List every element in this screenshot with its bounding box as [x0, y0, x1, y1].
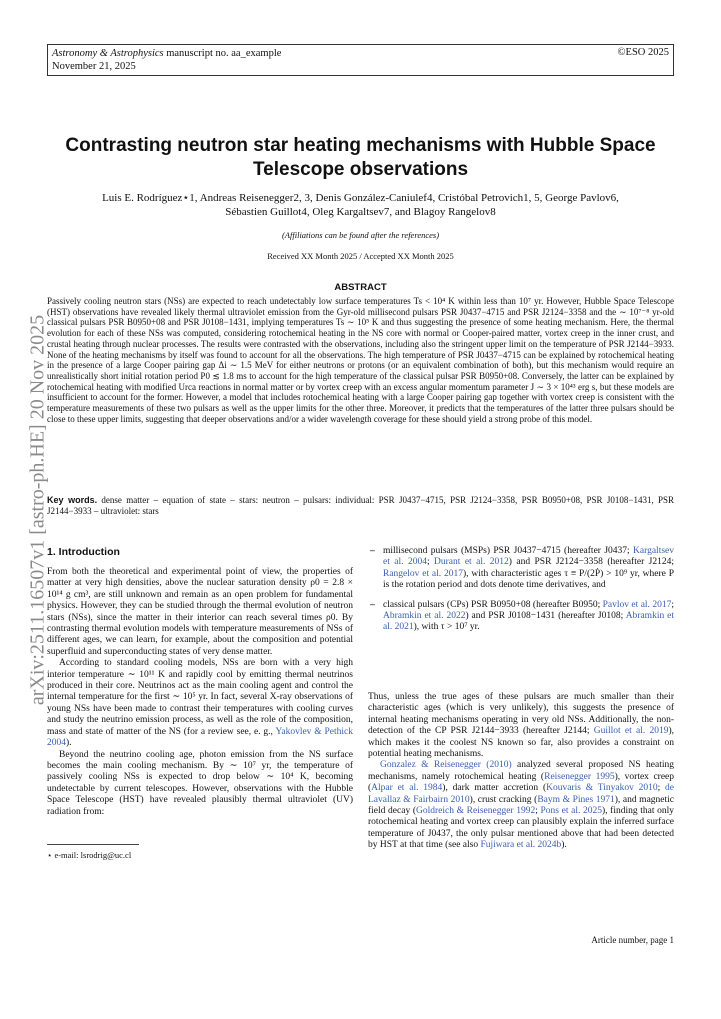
paragraph-text: ). [561, 840, 567, 851]
paragraph-text: ; [657, 783, 666, 794]
list-dash: – [370, 599, 375, 610]
citation-link[interactable]: Gonzalez & Reisenegger [380, 760, 481, 771]
list-text: ), with τ > 10⁷ yr. [413, 622, 480, 633]
paragraph-text: ), vortex creep ( [368, 771, 675, 794]
header-left [52, 47, 281, 73]
paragraph-text: According to standard cooling models, NSs are born with a very high interior temperature ∼ 10¹¹ K and rapidly cool by emitting thermal neutrinos produced in their core. Neutrinos act as the main cooling agent and control the internal temperature for the first ∼ 10⁵ yr. In fact, several X-ray observations of young NSs have been made to contrast their temperatures with cooling curves and study the neutrino emission process, as well as the role of the composition, mass and state of matter of the NS (for a review see, e. g., [47, 658, 353, 737]
header-date: November 21, 2025 [52, 61, 136, 72]
paragraph [368, 692, 674, 760]
citation-link[interactable]: Guillot et al. 2019 [593, 726, 669, 737]
paragraph: Beyond the neutrino cooling age, photon emission from the NS surface becomes the main cooling mechanism. By ∼ 10⁷ yr, the temperature of passively cooling NSs is expected to drop below ∼ 10⁴ K, becoming undetectable by current telescopes. However, observations with the Hubble Space Telescope (HST) have revealed plausibly thermal ultraviolet (UV) radiation from: [47, 749, 353, 817]
citation-link[interactable]: Abramkin et al. 2021 [383, 611, 675, 633]
copyright: ©ESO 2025 [617, 47, 669, 58]
authors-line-1: Luis E. Rodríguez⋆1, Andreas Reisenegger2, 3, Denis González-Caniulef4, Cristóbal Petrovich1, 5, George Pavlov6, [102, 192, 619, 204]
title-line-1: Contrasting neutron star heating mechanisms with Hubble Space [65, 135, 656, 156]
affiliations-note: (Affiliations can be found after the references) [281, 230, 440, 240]
citation-link[interactable]: Durant et al. 2012 [434, 557, 509, 568]
paragraph-text: ; [535, 806, 541, 817]
paragraph-text: ), finding that only rotochemical heating and vortex creep can plausibly explain the inferred surface temperature of J0437, the only pulsar mentioned above that had been detected by HST at that time (see also [368, 806, 674, 851]
paragraph: From both the theoretical and experimental point of view, the properties of matter at very high densities, above the nuclear saturation density ρ0 = 2.8 × 10¹⁴ g cm³, are still unknown and remain as an open problem for fundamental physics. However, they can be studied through the thermal evolution of neutron stars (NSs), since the matter in their interior can reach several times ρ0. By contrasting thermal evolution models with temperature measurements of NSs of different ages, we can learn, for example, about the composition and potential superfluid and superconducting states of very dense matter. [47, 567, 353, 657]
manuscript-id: manuscript no. aa_example [166, 48, 282, 59]
paragraph [368, 760, 674, 851]
citation-link[interactable]: Reisenegger 1995 [544, 771, 615, 782]
arxiv-id: arXiv:2511.16507v1 [astro-ph.HE] 20 Nov 2025 [26, 314, 49, 706]
list-text: millisecond pulsars (MSPs) PSR J0437−4715 (hereafter J0437; [383, 546, 634, 556]
title-line-2: Telescope observations [252, 159, 469, 180]
abstract-heading: ABSTRACT [334, 282, 387, 293]
citation-link[interactable]: Baym & Pines 1971 [537, 794, 615, 805]
abstract-text: Passively cooling neutron stars (NSs) are expected to reach undetectably low surface temperatures Ts < 10⁴ K within less than 10⁷ yr. However, Hubble Space Telescope (HST) observations have revealed likely thermal ultraviolet emission from the Gyr-old millisecond pulsars PSR J0437−4715 and PSR J2124−3358 and the ∼ 10⁷⁻⁸ yr-old classical pulsars PSR B0950+08 and PSR J0108−1431, implying temperatures Ts ∼ 10⁵ K and thus suggesting the presence of some heating mechanism. Here, the thermal evolution for each of these NSs was computed, considering rotochemical heating in the NS core with normal or Cooper-paired matter, vortex creep in the inner crust, and crustal heating through nuclear processes. The results were contrasted with the observations, including also the stringent upper limit on the temperature of PSR J2144−3933. None of the heating mechanisms by itself was found to account for all the observations. The high temperature of PSR J0437−4715 can be explained by rotochemical heating in the presence of a large Cooper pairing gap Δi ∼ 1.5 MeV for either neutrons or protons (or an equivalent combination of both), but this mechanism would require an unrealistically short initial rotation period P0 ≲ 1.8 ms to account for the high temperature of the classical pulsar PSR B0950+08. Conversely, the latter can be explained by rotochemical heating with modified Urca reactions in normal matter or by vortex creep with an excess angular momentum parameter J ∼ 3 × 10⁴³ erg s, but these models are insufficient to account for the former. However, a model that includes rotochemical heating with a large Cooper pairing gap together with vortex creep is consistent with the temperature measurements of these two pulsars as well as the upper limits for the other three. Moreover, it predicts that the temperatures of the latter three pulsars should be close to these upper limits, suggesting that deeper observations and/or a wider wavelength coverage for these should yield a strong probe of this model. [47, 296, 674, 424]
list-dash: – [370, 546, 375, 556]
footnote-rule [47, 844, 139, 845]
author-list [47, 191, 674, 219]
pulsar-list [370, 546, 674, 642]
citation-link[interactable]: (2010) [486, 760, 512, 771]
citation-link[interactable]: Kargaltsev et al. 2004 [383, 546, 674, 568]
list-item [370, 600, 674, 634]
left-column [47, 567, 353, 818]
authors-line-2: Sébastien Guillot4, Oleg Kargaltsev7, and Blagoy Rangelov8 [225, 206, 496, 218]
right-column [368, 692, 674, 852]
citation-link[interactable]: Alpar et al. 1984 [371, 783, 443, 794]
citation-link[interactable]: Pavlov et al. 2017 [602, 599, 672, 610]
section-title: 1. Introduction [47, 546, 120, 558]
citation-link[interactable]: de Lavallaz & Fairbairn 2010 [368, 783, 675, 805]
citation-link[interactable]: Abramkin et al. 2022 [383, 611, 466, 622]
paragraph-text: Thus, unless the true ages of these pulsars are much smaller than their characteristic ages (which is very unlikely), this suggests the presence of internal heating mechanisms operating in very old NSs. Additionally, the non-detection of the CP PSR J2144−3933 (hereafter J2144; [368, 692, 674, 737]
paper-title [47, 134, 674, 182]
keywords [47, 495, 674, 516]
list-text: ), with characteristic ages τ ≡ P/(2Ṗ) > 10⁹ yr, where P is the rotation period and dots denote time derivatives, and [383, 568, 674, 591]
list-text: ) and PSR J2124−3358 (hereafter J2124; [508, 557, 675, 568]
paragraph-text: analyzed several proposed NS heating mechanisms, namely rotochemical heating ( [368, 760, 675, 782]
citation-link[interactable]: Pons et al. 2025 [540, 806, 602, 817]
list-text: ) and PSR J0108−1431 (hereafter J0108; [465, 611, 626, 622]
page-number: Article number, page 1 [591, 935, 674, 945]
paragraph-text: ). [66, 738, 72, 749]
list-text: ; [426, 557, 435, 568]
paragraph-text: ), crust cracking ( [469, 794, 538, 805]
manuscript-header [47, 44, 674, 76]
citation-link[interactable]: Yakovlev & Pethick 2004 [47, 726, 354, 749]
citation-link[interactable]: Rangelov et al. 2017 [383, 568, 463, 579]
paragraph-text: ), dark matter accretion ( [442, 783, 547, 794]
journal-name: Astronomy & Astrophysics [52, 48, 164, 59]
citation-link[interactable]: Fujiwara et al. 2024b [480, 840, 562, 851]
keywords-label: Key words. [47, 495, 98, 505]
citation-link[interactable]: Goldreich & Reisenegger 1992 [416, 806, 536, 817]
paragraph-text: ), and magnetic field decay ( [368, 794, 674, 817]
list-item [370, 546, 674, 592]
citation-link[interactable]: Kouvaris & Tinyakov 2010 [546, 783, 658, 794]
keywords-text: dense matter – equation of state – stars: neutron – pulsars: individual: PSR J0437−4715, PSR J2124−3358, PSR B0950+08, PSR J0108−1431, PSR J2144−3933 – ultraviolet: stars [47, 495, 675, 516]
footnote: ⋆ e-mail: lsrodrig@uc.cl [47, 850, 132, 860]
list-text: ; [671, 599, 674, 610]
list-text: classical pulsars (CPs) PSR B0950+08 (hereafter B0950; [383, 599, 603, 610]
paragraph [47, 658, 353, 749]
received-line: Received XX Month 2025 / Accepted XX Month 2025 [267, 251, 454, 261]
paragraph-text: ), which makes it the coolest NS known so far, also provides a constraint on potential heating mechanisms. [368, 726, 674, 760]
